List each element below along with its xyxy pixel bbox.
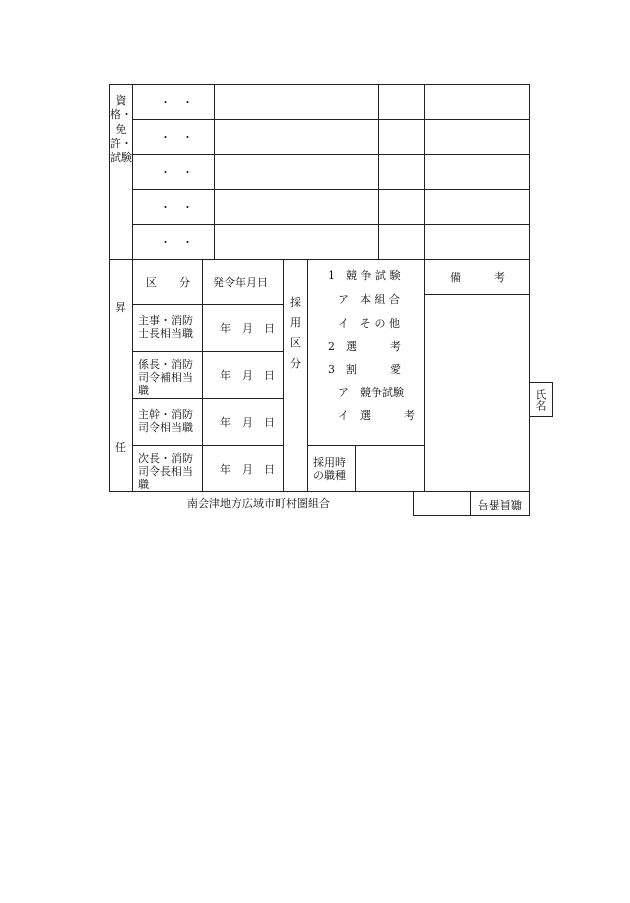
adoption-method-5: 3 割 愛 — [328, 363, 401, 376]
promo-col-category: 区 分 — [146, 276, 190, 289]
qual-row-line-4 — [132, 224, 530, 225]
adoption-method-7: イ 選 考 — [338, 409, 415, 422]
promo-row-line-4 — [132, 445, 284, 446]
promo-row-label-3: 主幹・消防 司令相当職 — [138, 408, 193, 435]
qual-date-3: ・ ・ — [160, 166, 193, 179]
staff-number-label: 職員番号 — [478, 498, 522, 511]
qualification-heading: 資格・免許・試験 — [110, 94, 132, 165]
adoption-method-2: ア 本 組 合 — [338, 293, 400, 306]
left-heading-divider — [132, 84, 133, 492]
promo-row-label-4: 次長・消防 司令長相当 職 — [138, 452, 193, 492]
number-box-divider — [470, 491, 471, 516]
promo-row-date-3: 年 月 日 — [220, 416, 275, 429]
promotion-heading-top: 昇 — [115, 301, 126, 314]
qual-name-divider — [378, 84, 379, 259]
promotion-heading-bottom: 任 — [115, 441, 126, 454]
promo-row-line-3 — [132, 398, 284, 399]
adoption-method-3: イ そ の 他 — [338, 317, 400, 330]
promo-row-label-2: 係長・消防 司令補相当 職 — [138, 358, 193, 398]
promo-end-divider — [283, 259, 284, 492]
promo-date-divider — [202, 259, 203, 492]
promo-row-date-4: 年 月 日 — [220, 463, 275, 476]
adoption-method-4: 2 選 考 — [328, 340, 401, 353]
remarks-header-line — [424, 294, 530, 295]
qual-date-divider — [214, 84, 215, 259]
section-divider — [109, 259, 530, 260]
remarks-label: 備 考 — [450, 271, 505, 284]
qual-date-4: ・ ・ — [160, 201, 193, 214]
number-box-bottom — [413, 515, 530, 516]
adoption-heading-divider — [307, 259, 308, 492]
promo-col-date: 発令年月日 — [213, 276, 268, 289]
qual-date-2: ・ ・ — [160, 131, 193, 144]
name-box-right — [552, 382, 553, 417]
promo-row-line-2 — [132, 351, 284, 352]
promo-row-date-1: 年 月 日 — [220, 322, 275, 335]
name-box-top — [529, 382, 553, 383]
adoption-job-type-label: 採用時 の職種 — [313, 456, 346, 483]
adoption-job-line — [307, 445, 425, 446]
number-box-right — [529, 491, 530, 516]
promo-row-date-2: 年 月 日 — [220, 369, 275, 382]
adoption-method-6: ア 競争試験 — [338, 386, 404, 399]
qual-row-line-3 — [132, 189, 530, 190]
adoption-job-divider — [355, 445, 356, 492]
qual-row-line-2 — [132, 154, 530, 155]
qual-date-5: ・ ・ — [160, 236, 193, 249]
qual-remarks-divider — [424, 84, 425, 492]
adoption-heading: 採 用 区 分 — [290, 296, 301, 370]
name-label: 氏名 — [534, 389, 547, 411]
outer-right-border — [529, 84, 530, 492]
footer-organization: 南会津地方広域市町村圏組合 — [187, 497, 330, 510]
name-box-bottom — [529, 416, 553, 417]
number-box-left — [413, 491, 414, 516]
adoption-method-1: 1 競 争 試 験 — [328, 269, 401, 282]
promo-row-label-1: 主事・消防 士長相当職 — [138, 314, 193, 341]
qual-date-1: ・ ・ — [160, 96, 193, 109]
promo-row-line-1 — [132, 304, 284, 305]
qual-row-line-1 — [132, 119, 530, 120]
outer-top-border — [109, 84, 530, 85]
